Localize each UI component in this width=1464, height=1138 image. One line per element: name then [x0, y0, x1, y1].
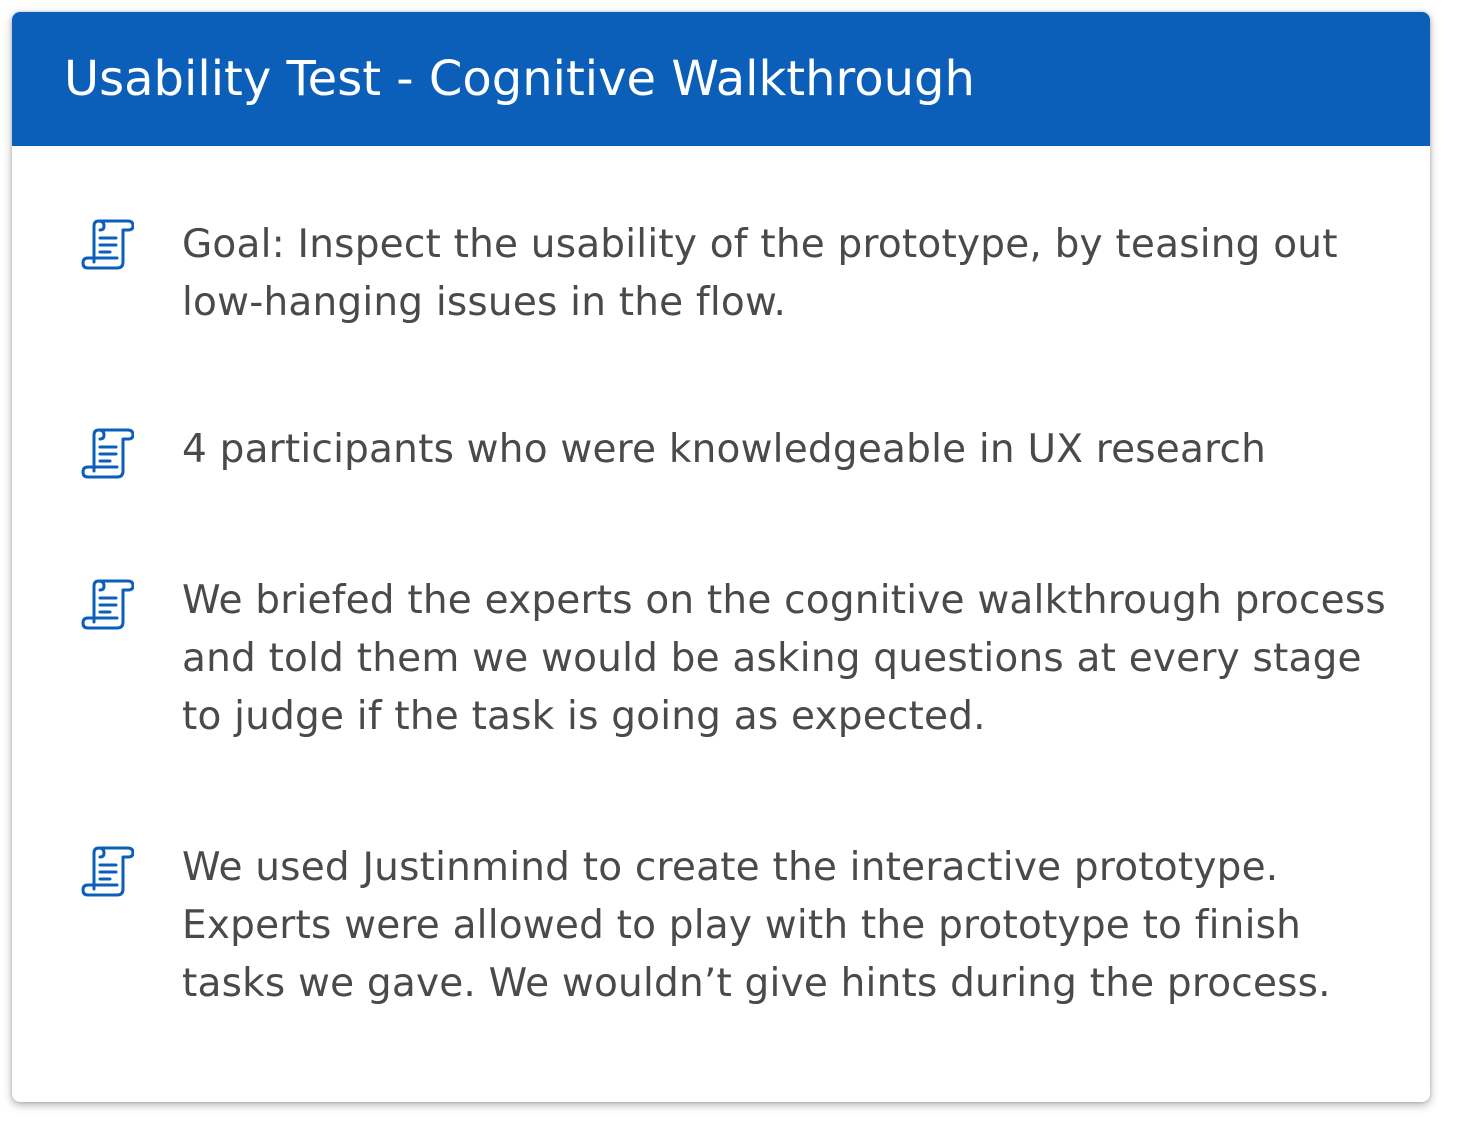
- scroll-document-icon: [80, 218, 134, 272]
- list-item-text: Goal: Inspect the usability of the prototype, by teasing out low-hanging issues in the flow.: [182, 222, 1338, 325]
- list-item-text: 4 participants who were knowledgeable in UX research: [182, 427, 1267, 472]
- card-header: [12, 12, 1430, 146]
- card-title: Usability Test - Cognitive Walkthrough: [64, 51, 975, 107]
- list-item-text: We briefed the experts on the cognitive walkthrough process and told them we would be asking questions at every stage to judge if the task is going as expected.: [182, 578, 1386, 739]
- scroll-document-icon: [80, 427, 134, 481]
- walkthrough-card: [12, 12, 1430, 1102]
- scroll-document-icon: [80, 845, 134, 899]
- list-item-text: We used Justinmind to create the interactive prototype. Experts were allowed to play with the prototype to finish tasks we gave. We wouldn’t give hints during the process.: [182, 845, 1331, 1006]
- scroll-document-icon: [80, 578, 134, 632]
